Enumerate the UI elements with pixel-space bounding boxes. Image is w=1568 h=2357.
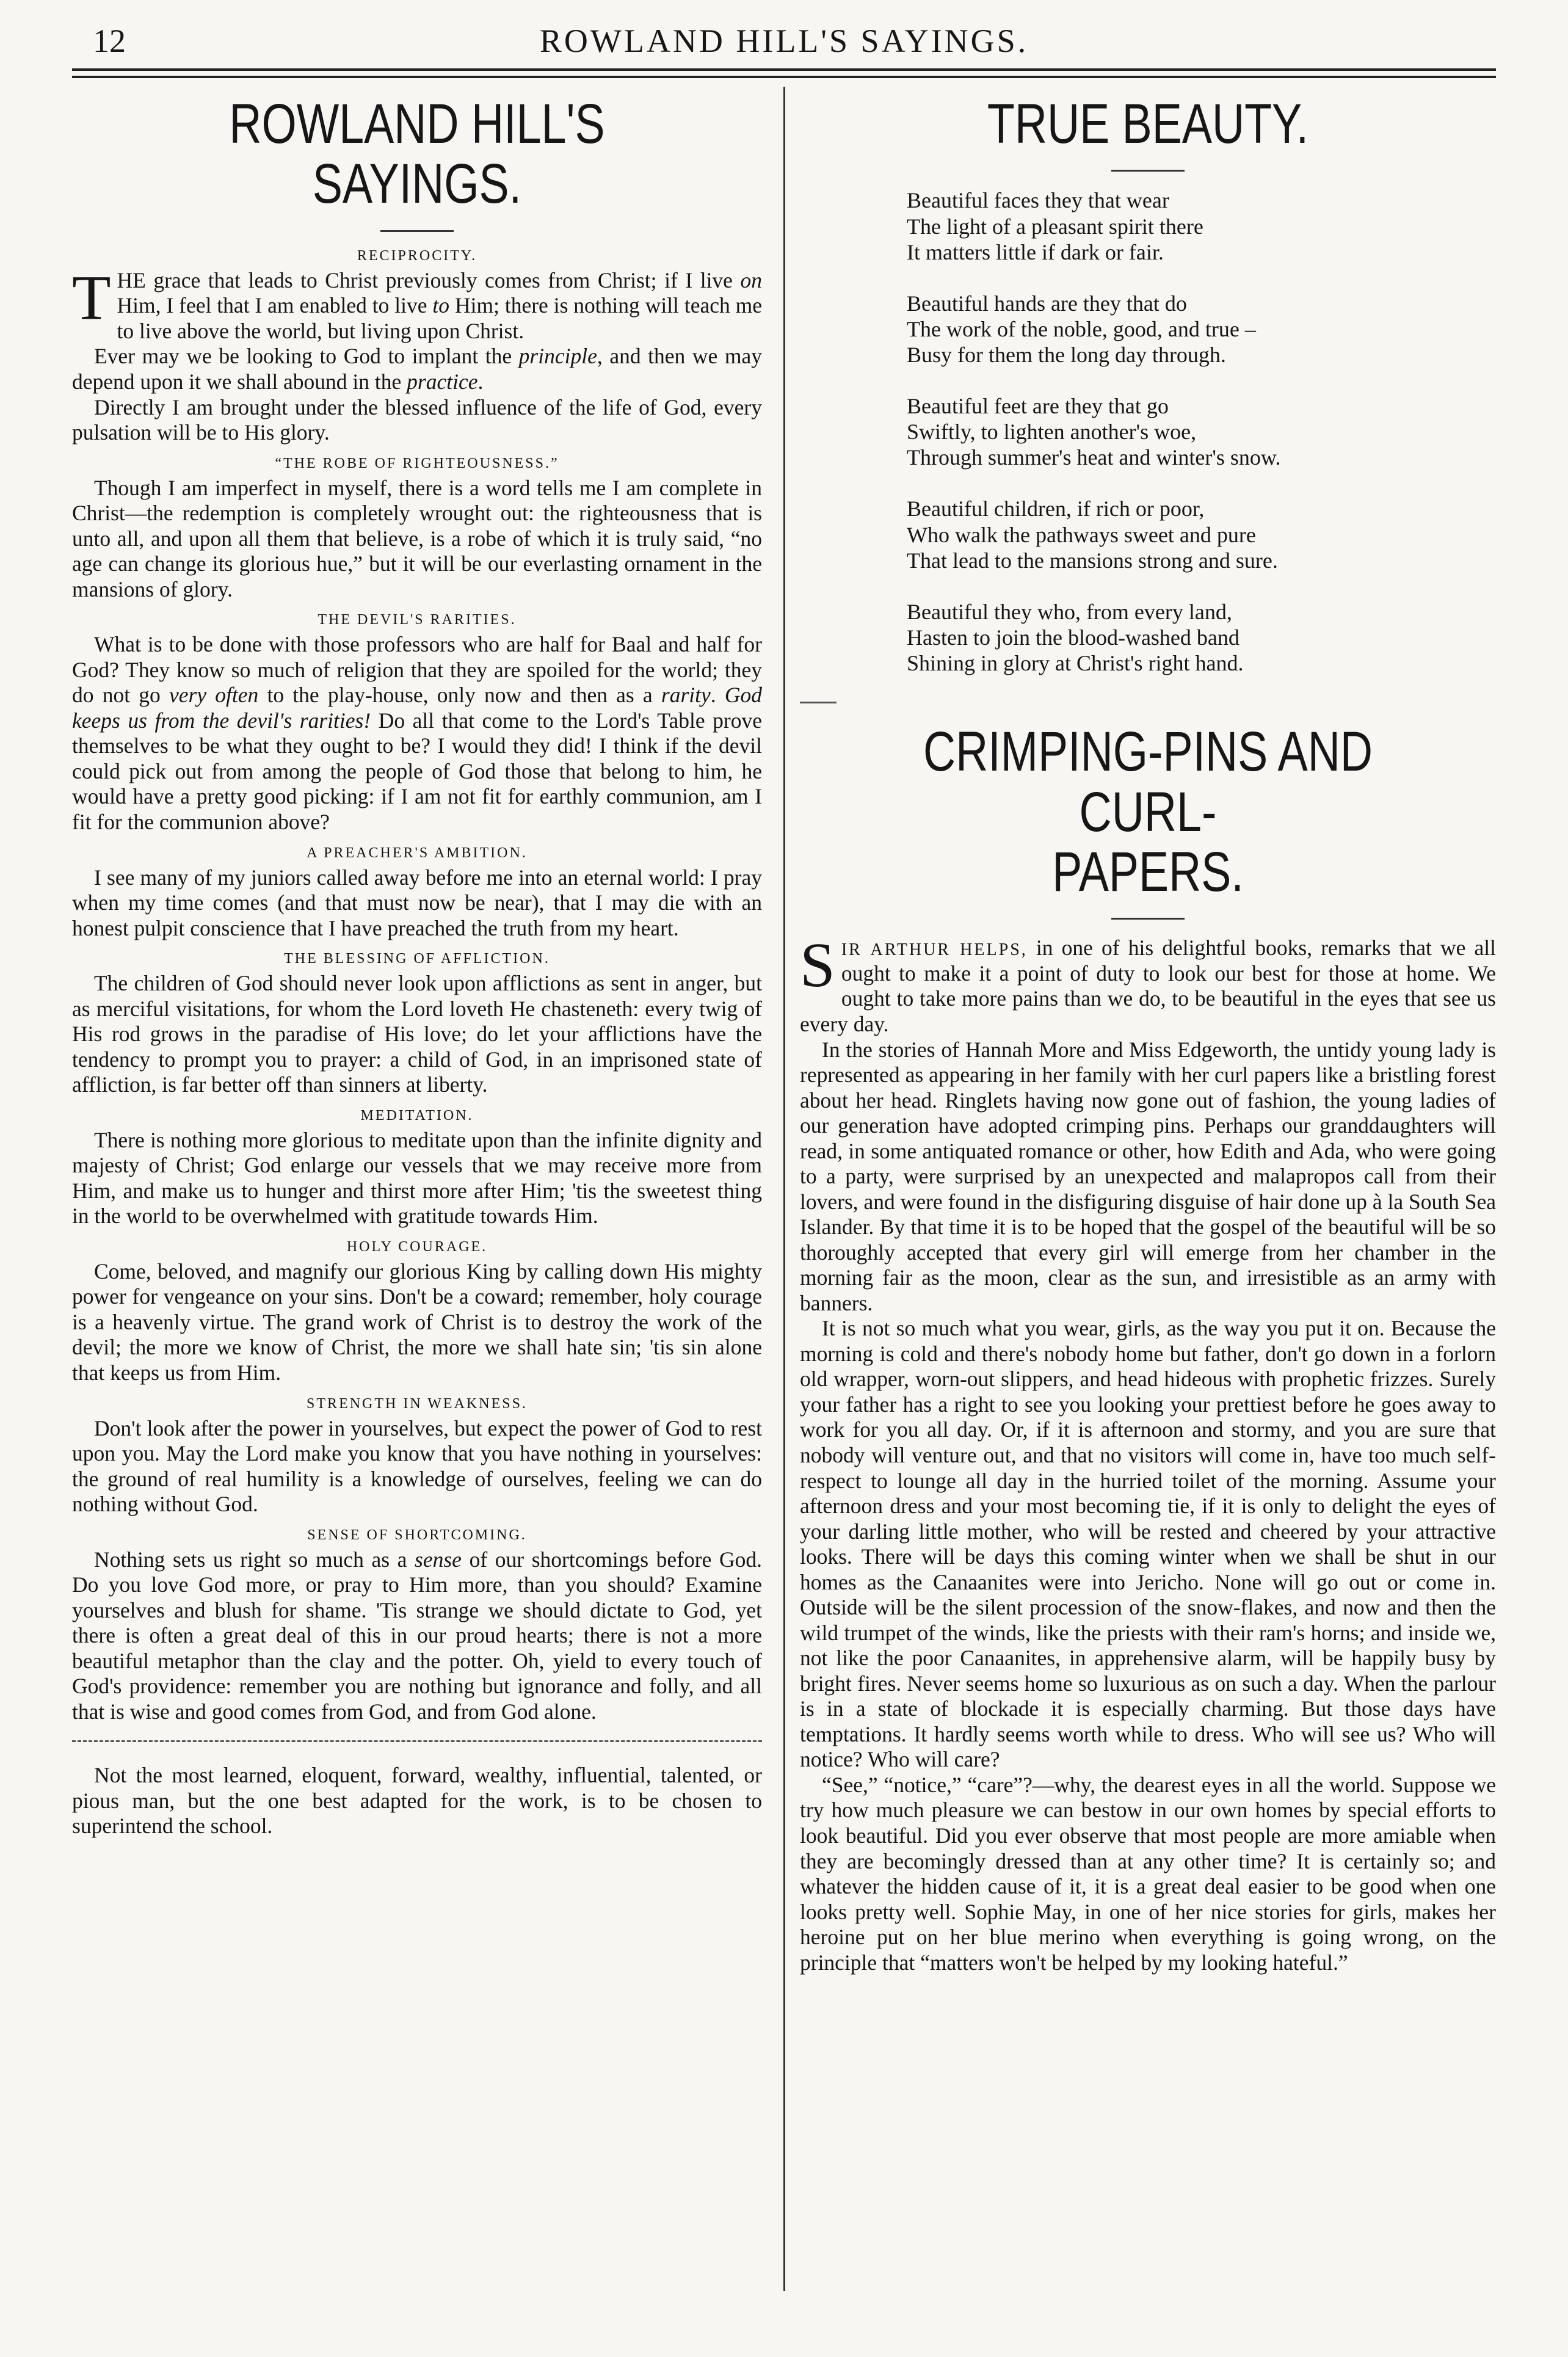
paragraph: In the stories of Hannah More and Miss Edgeworth, the untidy young lady is represented as appearing in her family with her curl papers like a bristling forest about her head. Ringlets having now gone out of fashion, the young ladies of our generation have adopted crimping pins. Perhaps our granddaughters will read, in some antiquated romance or other, how Edith and Ada, who were going to a party, were surprised by an unexpected and malapropos call from their lovers, and were found in the disfiguring disguise of hair done up à la South Sea Islander. By that time it is to be hoped that the gospel of the beautiful will be so thoroughly accepted that every girl will emerge from her chamber in the morning fair as the moon, clear as the sun, and irresistible as an army with banners.	[800, 1037, 1496, 1315]
dropcap: T	[72, 262, 111, 333]
separator	[800, 702, 837, 703]
title-rule	[380, 230, 454, 232]
paragraph: It is not so much what you wear, girls, as the way you put it on. Because the morning is cold and there's nobody home but father, don't go down in a forlorn old wrapper, worn-out slippers, and head hideous with prophetic frizzes. Surely your father has a right to see you looking your prettiest before he goes away to work for you all day. Or, if it is afternoon and stormy, and you are sure that nobody will venture out, and that no visitors will come in, have too much self-respect to lounge all day in the hurried toilet of the morning. Assume your afternoon dress and your most becoming tie, if it is only to delight the eyes of your darling little mother, who will be rested and cheered by your attractive looks. There will be days this coming winter when we shall be shut in our homes as the Canaanites were into Jericho. None will go out or come in. Outside will be the silent procession of the snow-flakes, and now and then the wild trumpet of the winds, like the priests with their ram's horns; and inside we, not like the poor Canaanites, in apprehensive alarm, will be happily busy by bright fires. Never seems home so luxurious as on such a day. When the parlour is in a state of blockade it is especially charming. But those days have temptations. It hardly seems worth while to dress. Who will see us? Who will notice? Who will care?	[800, 1316, 1496, 1772]
poem-line: Through summer's heat and winter's snow.	[907, 445, 1281, 470]
poem-line: The work of the noble, good, and true –	[907, 316, 1256, 341]
poem-line: Shining in glory at Christ's right hand.	[907, 650, 1244, 675]
paragraph: Don't look after the power in yourselves, but expect the power of God to rest upon you. May the Lord make you know that you have nothing in yourselves: the ground of real humility is a knowledge of ourselves, feeling we can do nothing without God.	[72, 1415, 762, 1517]
stanza	[907, 496, 1496, 573]
paragraph	[800, 930, 1496, 1037]
section-heading: RECIPROCITY.	[357, 247, 477, 264]
paragraph: Though I am imperfect in myself, there is a word tells me I am complete in Christ—the redemption is completely wrought out: the righteousness that is unto all, and upon all them that believe, is a robe of which it is truly said, “no age can change its glorious hue,” but it will be our everlasting ornament in the mansions of glory.	[72, 475, 762, 601]
stanza	[907, 187, 1496, 264]
section-heading: SENSE OF SHORTCOMING.	[307, 1527, 527, 1543]
poem-title: TRUE BEAUTY.	[987, 93, 1309, 155]
section-heading: HOLY COURAGE.	[346, 1238, 488, 1255]
paragraph-text: HE grace that leads to Christ previously comes from Christ; if I live on Him, I feel that I am enabled to live to Him; there is nothing will teach me to live above the world, but living upon Christ.	[117, 267, 762, 343]
paragraph: The children of God should never look upon afflictions as sent in anger, but as merciful visitations, for whom the Lord loveth He chasteneth: every twig of His rod grows in the paradise of His love; do let your afflictions have the tendency to prompt you to prayer: a child of God, in an imprisoned state of affliction, is far better off than sinners at liberty.	[72, 971, 762, 1097]
article-title	[869, 722, 1426, 902]
stanza	[907, 291, 1496, 368]
paragraph-text: in one of his delightful books, remarks that we all ought to make it a point of duty to look our best for those at home. We ought to take more pains than we do, to be beautiful in the eyes that see us every day.	[800, 935, 1496, 1036]
header-rule-bottom	[72, 76, 1496, 78]
poem-line: Beautiful hands are they that do	[907, 291, 1187, 316]
header-rule-top	[72, 68, 1496, 71]
section-strength-in-weakness	[72, 1396, 762, 1517]
poem-line: The light of a pleasant spirit there	[907, 214, 1203, 239]
right-column	[800, 87, 1496, 1975]
section-reciprocity	[72, 248, 762, 446]
separator	[72, 1740, 762, 1742]
poem-line: Swiftly, to lighten another's woe,	[907, 419, 1197, 445]
section-blessing-of-affliction	[72, 951, 762, 1098]
poem-line: It matters little if dark or fair.	[907, 239, 1164, 264]
poem-line: Hasten to join the blood-washed band	[907, 625, 1240, 650]
poem-line: That lead to the mansions strong and sure.	[907, 548, 1278, 573]
section-preachers-ambition	[72, 845, 762, 942]
lead-smallcaps: IR ARTHUR HELPS,	[841, 940, 1028, 960]
poem-line: Beautiful they who, from every land,	[907, 599, 1232, 624]
dropcap: S	[800, 930, 835, 1001]
running-head	[72, 22, 1496, 67]
poem-line: Beautiful feet are they that go	[907, 394, 1169, 419]
section-meditation	[72, 1108, 762, 1229]
title-rule	[1111, 918, 1185, 920]
sayings-title: ROWLAND HILL'S SAYINGS.	[229, 93, 605, 216]
running-title: ROWLAND HILL'S SAYINGS.	[539, 23, 1029, 59]
title-rule	[1111, 170, 1185, 172]
poem-line: Beautiful faces they that wear	[907, 188, 1169, 213]
paragraph: What is to be done with those professors who are half for Baal and half for God? They know so much of religion that they are spoiled for the world; they do not go very often to the play-house, only now and then as a rarity. God keeps us from the devil's rarities! Do all that come to the Lord's Table prove themselves to be what they ought to be? I would they did! I think if the devil could pick out from among the people of God those that belong to him, he would have a pretty good picking: if I am not fit for earthly communion, am I fit for the communion above?	[72, 632, 763, 834]
section-heading: THE BLESSING OF AFFLICTION.	[284, 951, 550, 967]
section-robe-of-righteousness	[72, 456, 762, 603]
section-devils-rarities	[72, 612, 762, 835]
paragraph: There is nothing more glorious to meditate upon than the infinite dignity and majesty of Christ; God enlarge our vessels that we may receive more from Him, and make us to hunger and thirst more after Him; 'tis the sweetest thing in the world to be overwhelmed with gratitude towards Him.	[72, 1127, 762, 1229]
paragraph	[72, 262, 762, 344]
poem-line: Beautiful children, if rich or poor,	[907, 496, 1205, 521]
poem-line: Who walk the pathways sweet and pure	[907, 522, 1256, 547]
section-sense-of-shortcoming	[72, 1527, 762, 1725]
paragraph: Come, beloved, and magnify our glorious King by calling down His mighty power for vengeance on your sins. Don't be a coward; remember, holy courage is a heavenly virtue. The grand work of Christ is to destroy the work of the devil; the more we know of Christ, the more we shall hate sin; 'tis sin alone that keeps us from Him.	[72, 1258, 762, 1385]
paragraph: “See,” “notice,” “care”?—why, the dearest eyes in all the world. Suppose we try how much pleasure we can bestow in our own homes by special efforts to look beautiful. Did you ever observe that most people are more amiable when they are becomingly dressed than at any other time? It is certainly so; and whatever the hidden cause of it, it is a great deal easier to be good when one looks pretty well. Sophie May, in one of her nice stories for girls, makes her heroine put on her blue merino when everything is going wrong, on the principle that “matters won't be helped by my looking hateful.”	[800, 1772, 1496, 1975]
left-column	[72, 87, 762, 1839]
stanza	[907, 393, 1496, 470]
stanza	[907, 599, 1496, 676]
paragraph: I see many of my juniors called away before me into an eternal world: I pray when my time comes (and that must now be near), that I may die with an honest pulpit conscience that I have preached the truth from my heart.	[72, 865, 762, 940]
article-title-line: PAPERS.	[1052, 840, 1244, 903]
section-heading: “THE ROBE OF RIGHTEOUSNESS.”	[275, 455, 559, 471]
section-heading: THE DEVIL'S RARITIES.	[318, 612, 517, 628]
page-number: 12	[93, 23, 126, 59]
article-title-line: CRIMPING-PINS AND CURL-	[923, 721, 1373, 843]
column-divider	[783, 87, 785, 2291]
poem-line: Busy for them the long day through.	[907, 342, 1226, 367]
section-heading: A PREACHER'S AMBITION.	[307, 844, 528, 861]
closing-note: Not the most learned, eloquent, forward, wealthy, influential, talented, or pious man, but the one best adapted for the work, is to be chosen to superintend the school.	[72, 1763, 762, 1839]
paragraph: Directly I am brought under the blessed influence of the life of God, every pulsation will be to His glory.	[72, 394, 762, 445]
section-heading: MEDITATION.	[360, 1107, 474, 1124]
section-holy-courage	[72, 1239, 762, 1386]
paragraph: Nothing sets us right so much as a sense of our shortcomings before God. Do you love God more, or pray to Him more, than you should? Examine yourselves and blush for shame. 'Tis strange we should dictate to God, yet there is often a great deal of this in our proud hearts; there is not a more beautiful metaphor than the clay and the potter. Oh, yield to every touch of God's providence: remember you are nothing but ignorance and folly, and all that is wise and good comes from God, and from God alone.	[72, 1547, 762, 1724]
poem	[907, 187, 1496, 676]
section-heading: STRENGTH IN WEAKNESS.	[307, 1395, 528, 1412]
paragraph: Ever may we be looking to God to implant the principle, and then we may depend upon it we shall abound in the practice.	[72, 344, 762, 394]
